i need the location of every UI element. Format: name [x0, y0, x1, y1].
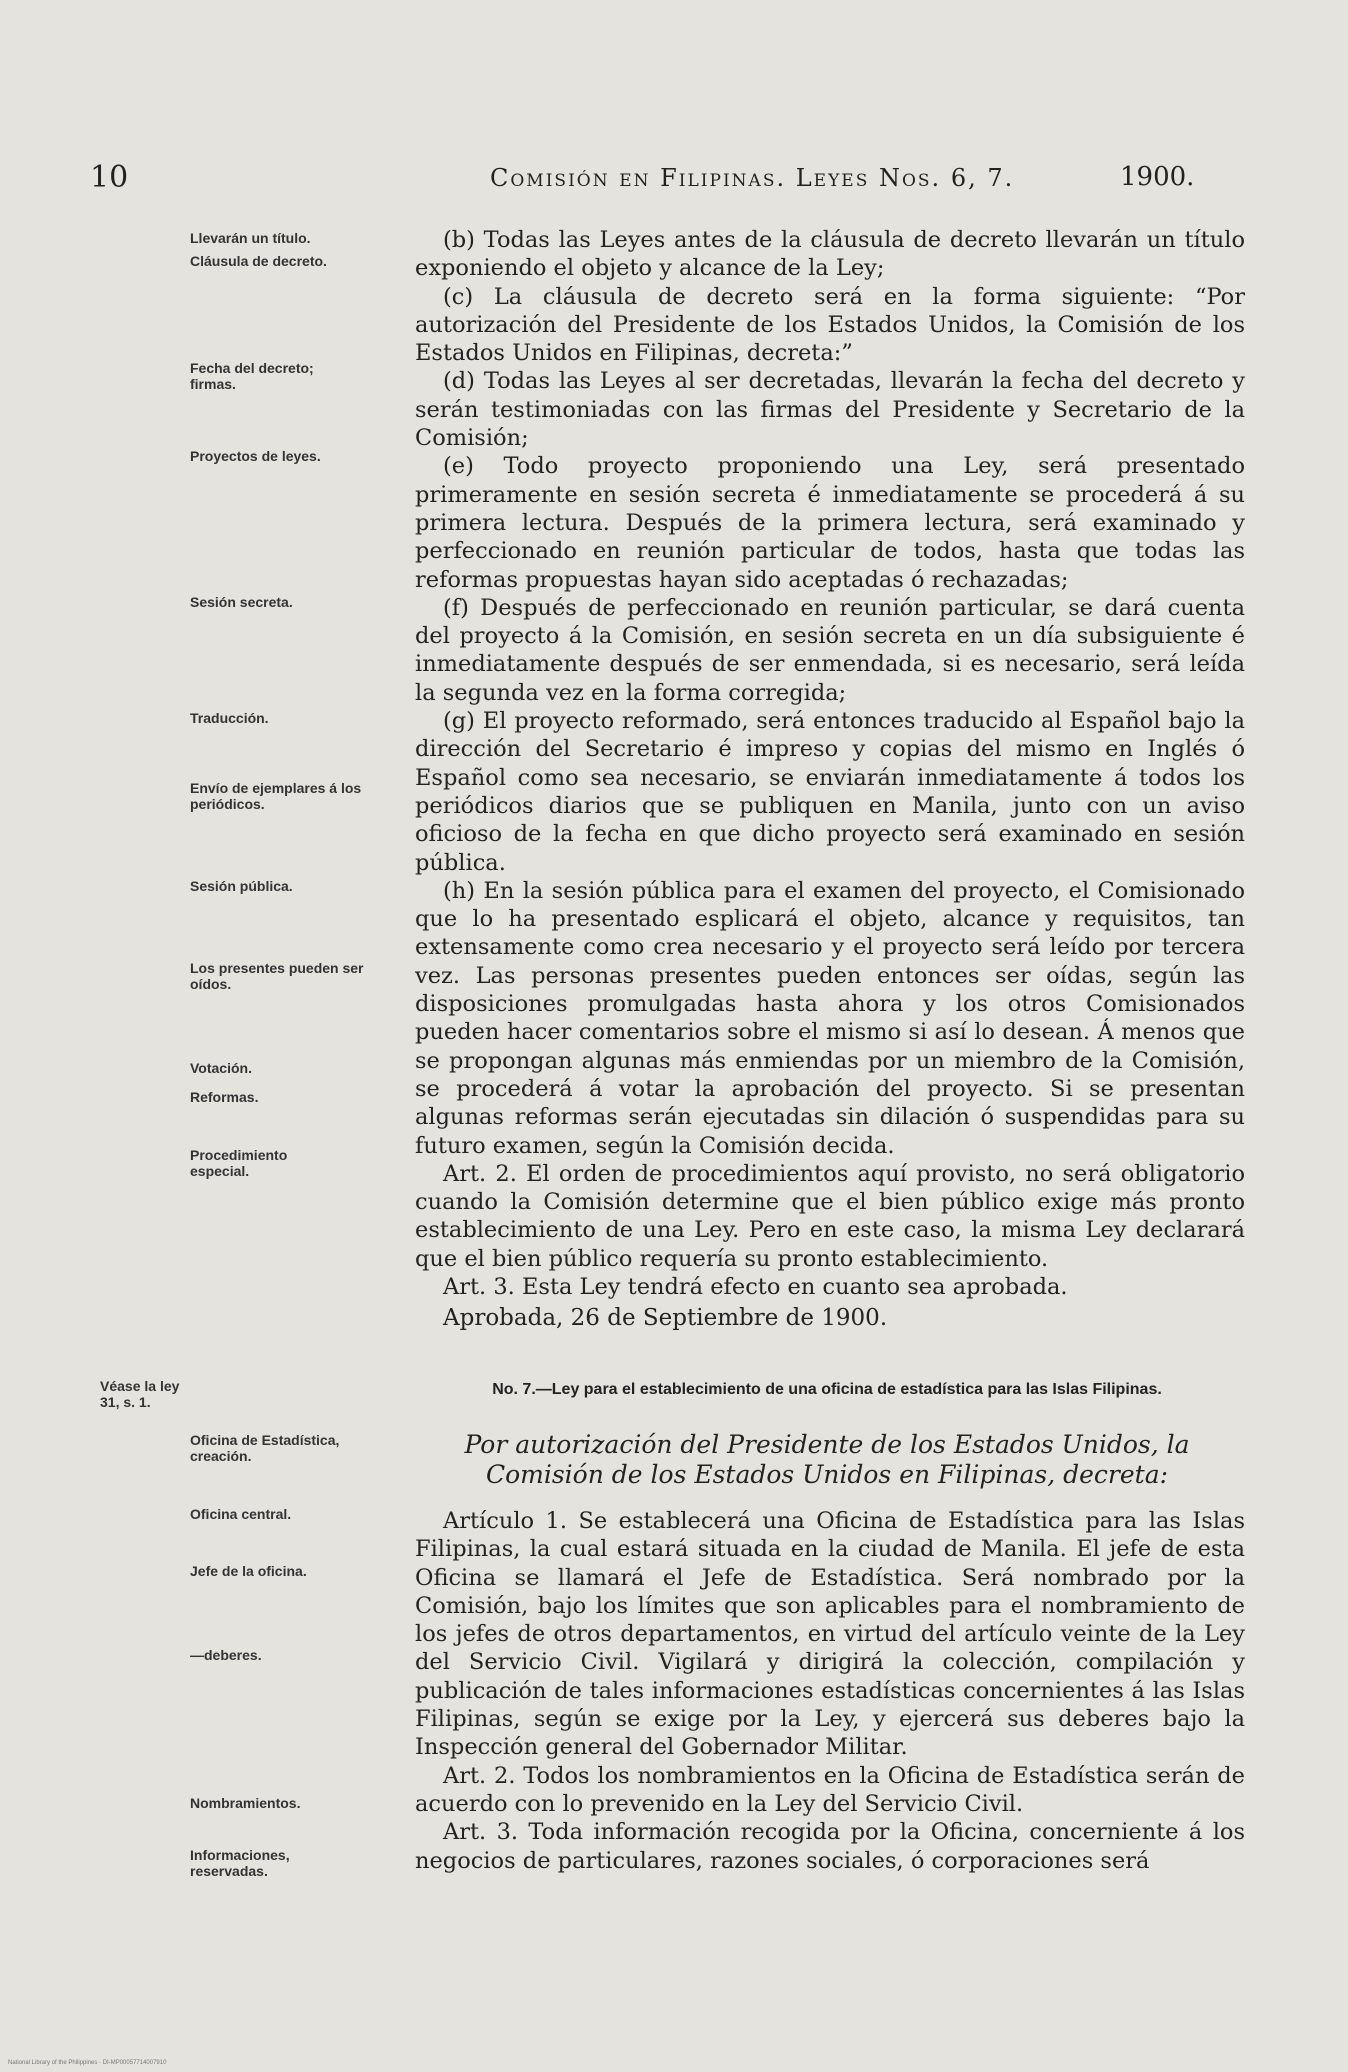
- margin-note: Envío de ejemplares á los periódicos.: [190, 780, 362, 812]
- decree-clause: Por autorización del Presidente de los Estados Unidos, la Comisión de los Estados Unidos en Filipinas, decreta:: [464, 1430, 1190, 1489]
- margin-note: Proyectos de leyes.: [190, 448, 321, 464]
- margin-note: Procedimiento especial.: [190, 1147, 288, 1179]
- margin-note: Votación.: [190, 1060, 252, 1076]
- paragraph: Art. 2. El orden de procedimientos aquí provisto, no será obligatorio cuando la Comisión determine que el bien público exige más pronto establecimiento de una Ley. Pero en este caso, la misma Ley declarará que el bien público requería su pronto establecimiento.: [415, 1160, 1245, 1272]
- paragraph: Art. 3. Toda información recogida por la Oficina, concerniente á los negocios de particulares, razones sociales, ó corporaciones será: [415, 1819, 1245, 1874]
- margin-note: Sesión pública.: [190, 878, 293, 894]
- margin-note: Llevarán un título.: [190, 230, 311, 246]
- paragraph: Artículo 1. Se establecerá una Oficina de Estadística para las Islas Filipinas, la cual estará situada en la ciudad de Manila. El jefe de esta Oficina se llamará el Jefe de Estadística. Será nombrado por la Comisión, bajo los límites que son aplicables para el nombramiento de los jefes de otros departamentos, en virtud del artículo veinte de la Ley del Servicio Civil. Vigilará y dirigirá la colección, compilación y publicación de tales informaciones estadísticas concernientes á las Islas Filipinas, según se exige por la Ley, y ejercerá sus deberes bajo la Inspección general del Gobernador Militar.: [415, 1508, 1245, 1761]
- page-number: 10: [90, 160, 129, 195]
- margin-note: Oficina de Estadística, creación.: [190, 1432, 340, 1464]
- margin-note: Cláusula de decreto.: [190, 253, 327, 269]
- margin-note: Jefe de la oficina.: [190, 1563, 307, 1579]
- margin-note: Fecha del decreto; firmas.: [190, 360, 314, 392]
- margin-note: —deberes.: [190, 1647, 262, 1663]
- scan-footer: National Library of the Philippines · DI-MP00057714007910: [8, 2060, 167, 2066]
- paragraph: (e) Todo proyecto proponiendo una Ley, será presentado primeramente en sesión secreta é inmediatamente se procederá á su primera lectura. Después de la primera lectura, será examinado y perfeccionado en reunión particular de todos, hasta que todas las reformas propuestas hayan sido aceptadas ó rechazadas;: [415, 453, 1245, 593]
- margin-note: Véase la ley 31, s. 1.: [100, 1378, 180, 1410]
- paragraph: Art. 2. Todos los nombramientos en la Oficina de Estadística serán de acuerdo con lo prevenido en la Ley del Servicio Civil.: [415, 1762, 1245, 1817]
- running-head: Comisión en Filipinas. Leyes Nos. 6, 7.: [490, 164, 1015, 192]
- margin-note: Oficina central.: [190, 1506, 292, 1522]
- paragraph: (h) En la sesión pública para el examen del proyecto, el Comisionado que lo ha presentado esplicará el objeto, alcance y requisitos, tan extensamente como crea necesario y el proyecto será leído por tercera vez. Las personas presentes pueden entonces ser oídas, según las disposiciones promulgadas hasta ahora y los otros Comisionados pueden hacer comentarios sobre el mismo si así lo desean. Á menos que se propongan algunas más enmiendas por un miembro de la Comisión, se procederá á votar la aprobación del proyecto. Si se presentan algunas reformas serán ejecutadas sin dilación ó suspendidas para su futuro examen, según la Comisión decida.: [415, 877, 1245, 1159]
- margin-note: Informaciones, reservadas.: [190, 1847, 290, 1879]
- page-header: [90, 160, 1270, 200]
- paragraph: Art. 3. Esta Ley tendrá efecto en cuanto sea aprobada.: [443, 1273, 1068, 1300]
- margin-note: Nombramientos.: [190, 1795, 301, 1811]
- paragraph: (g) El proyecto reformado, será entonces traducido al Español bajo la dirección del Secretario é impreso y copias del mismo en Inglés ó Español como sea necesario, se enviarán inmediatamente á todos los periódicos diarios que se publiquen en Manila, junto con un aviso oficioso de la fecha en que dicho proyecto será examinado en sesión pública.: [415, 708, 1245, 876]
- law-6-body: [415, 226, 1245, 1301]
- paragraph: (c) La cláusula de decreto será en la forma siguiente: “Por autorización del Presidente de los Estados Unidos, la Comisión de los Estados Unidos en Filipinas, decreta:”: [415, 283, 1245, 367]
- margin-note: Traducción.: [190, 710, 269, 726]
- approval-date: Aprobada, 26 de Septiembre de 1900.: [443, 1305, 888, 1331]
- law-title: No. 7.—Ley para el establecimiento de una oficina de estadística para las Islas Filipinas.: [492, 1381, 1162, 1398]
- paragraph: (f) Después de perfeccionado en reunión particular, se dará cuenta del proyecto á la Comisión, en sesión secreta en un día subsiguiente é inmediatamente después de ser enmendada, si es necesario, será leída la segunda vez en la forma corregida;: [415, 594, 1245, 706]
- law-7-body: [415, 1507, 1245, 1875]
- margin-note: Los presentes pueden ser oídos.: [190, 960, 364, 992]
- margin-note: Sesión secreta.: [190, 594, 293, 610]
- header-year: 1900.: [1120, 162, 1195, 192]
- paragraph: (b) Todas las Leyes antes de la cláusula de decreto llevarán un título exponiendo el objeto y alcance de la Ley;: [415, 227, 1245, 282]
- paragraph: (d) Todas las Leyes al ser decretadas, llevarán la fecha del decreto y serán testimoniadas con las firmas del Presidente y Secretario de la Comisión;: [415, 368, 1245, 452]
- margin-note: Reformas.: [190, 1089, 259, 1105]
